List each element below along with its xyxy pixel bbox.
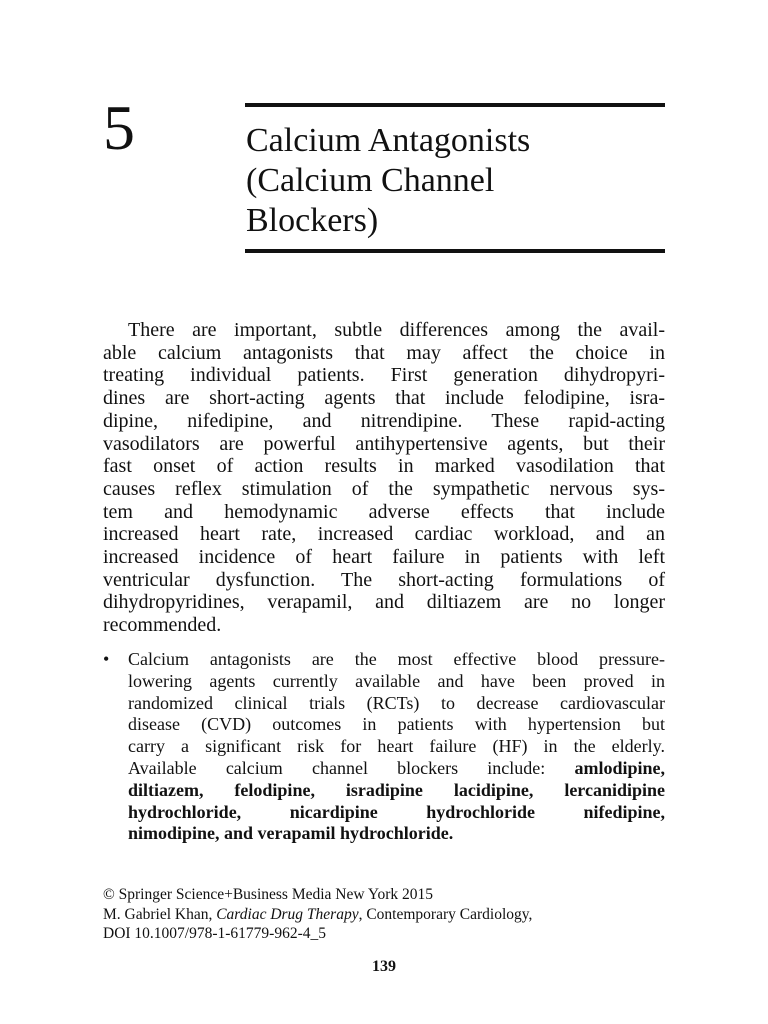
- paragraph-line: dines are short-acting agents that include felodipine, isra-: [103, 387, 665, 410]
- paragraph-line: increased incidence of heart failure in patients with left: [103, 546, 665, 569]
- bullet-icon: •: [103, 649, 110, 669]
- citation-line: [103, 905, 665, 925]
- drug-list-line: diltiazem, felodipine, isradipine lacidipine, lercanidipine: [128, 779, 665, 800]
- drug-list-line: hydrochloride, nicardipine hydrochloride nifedipine,: [128, 801, 665, 822]
- paragraph-line: There are important, subtle differences among the avail-: [128, 319, 665, 341]
- bullet-list-item: [103, 649, 665, 845]
- bullet-line: lowering agents currently available and have been proved in: [128, 670, 665, 691]
- drug-name-bold: amlodipine,: [574, 757, 665, 778]
- chapter-title-line: (Calcium Channel: [246, 162, 495, 199]
- bullet-text: [128, 649, 665, 845]
- doi-line: DOI 10.1007/978-1-61779-962-4_5: [103, 925, 327, 942]
- chapter-title-line: Blockers): [246, 202, 379, 239]
- bullet-line: randomized clinical trials (RCTs) to decrease cardiovascular: [128, 692, 665, 713]
- paragraph-line: dihydropyridines, verapamil, and diltiazem are no longer: [103, 591, 665, 614]
- chapter-title: [246, 121, 666, 241]
- bullet-line-plain-part: Available calcium channel blockers include:: [128, 757, 575, 778]
- paragraph-line: fast onset of action results in marked vasodilation that: [103, 455, 665, 478]
- chapter-title-line: Calcium Antagonists: [246, 122, 531, 159]
- paragraph-line: recommended.: [103, 614, 222, 637]
- bullet-line: disease (CVD) outcomes in patients with hypertension but: [128, 714, 665, 735]
- title-rule-top: [245, 103, 665, 107]
- copyright-line: © Springer Science+Business Media New York 2015: [103, 886, 434, 903]
- bullet-line: Calcium antagonists are the most effective blood pressure-: [128, 649, 665, 669]
- intro-paragraph: [103, 319, 665, 637]
- paragraph-line: dipine, nifedipine, and nitrendipine. These rapid-acting: [103, 409, 665, 432]
- chapter-number: 5: [103, 92, 135, 163]
- paragraph-line: able calcium antagonists that may affect the choice in: [103, 341, 665, 364]
- paragraph-line: ventricular dysfunction. The short-acting formulations of: [103, 568, 665, 591]
- footer-citation: [103, 885, 665, 944]
- bullet-line-mixed: [128, 758, 665, 780]
- book-title: Cardiac Drug Therapy: [216, 905, 359, 923]
- paragraph-line: causes reflex stimulation of the sympathetic nervous sys-: [103, 477, 665, 500]
- paragraph-line: tem and hemodynamic adverse effects that include: [103, 500, 665, 523]
- paragraph-line: vasodilators are powerful antihypertensive agents, but their: [103, 432, 665, 455]
- page-number: 139: [372, 958, 396, 975]
- drug-list-line: nimodipine, and verapamil hydrochloride.: [128, 823, 454, 844]
- paragraph-line: increased heart rate, increased cardiac workload, and an: [103, 523, 665, 546]
- author-name: M. Gabriel Khan,: [103, 905, 217, 923]
- paragraph-line: treating individual patients. First generation dihydropyri-: [103, 364, 665, 387]
- bullet-line: carry a significant risk for heart failure (HF) in the elderly.: [128, 736, 665, 757]
- series-name: , Contemporary Cardiology,: [358, 905, 533, 923]
- title-rule-bottom: [245, 249, 665, 253]
